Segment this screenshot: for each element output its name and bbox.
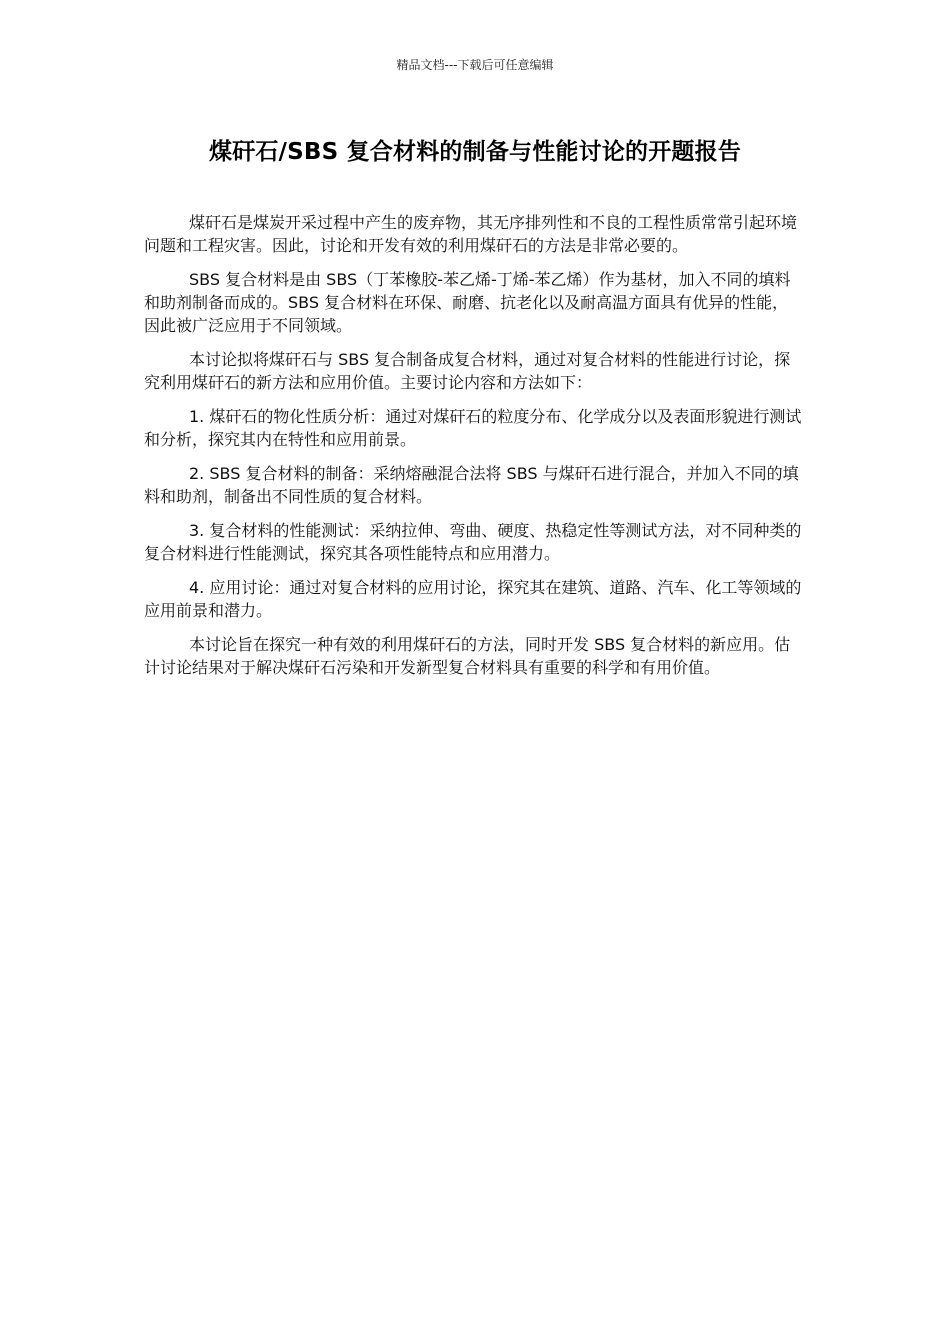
list-item-4: 4. 应用讨论：通过对复合材料的应用讨论，探究其在建筑、道路、汽车、化工等领域的应用前景和潜力。 (144, 578, 802, 620)
paragraph-conclusion: 本讨论旨在探究一种有效的利用煤矸石的方法，同时开发 SBS 复合材料的新应用。估计讨论结果对于解决煤矸石污染和开发新型复合材料具有重要的科学和有用价值。 (144, 635, 791, 677)
document-body (144, 211, 804, 690)
document-title: 煤矸石/SBS 复合材料的制备与性能讨论的开题报告 (208, 139, 742, 165)
page-header: 精品文档---下载后可任意编辑 (396, 58, 554, 72)
paragraph-intro: 煤矸石是煤炭开采过程中产生的废弃物，其无序排列性和不良的工程性质常常引起环境问题和工程灾害。因此，讨论和开发有效的利用煤矸石的方法是非常必要的。 (144, 213, 798, 255)
paragraph-sbs: SBS 复合材料是由 SBS（丁苯橡胶-苯乙烯-丁烯-苯乙烯）作为基材，加入不同的填料和助剂制备而成的。SBS 复合材料在环保、耐磨、抗老化以及耐高温方面具有优异的性能，因此被广泛应用于不同领域。 (144, 270, 791, 335)
list-item-1: 1. 煤矸石的物化性质分析：通过对煤矸石的粒度分布、化学成分以及表面形貌进行测试和分析，探究其内在特性和应用前景。 (144, 407, 802, 449)
paragraph-plan: 本讨论拟将煤矸石与 SBS 复合制备成复合材料，通过对复合材料的性能进行讨论，探究利用煤矸石的新方法和应用价值。主要讨论内容和方法如下： (144, 350, 791, 392)
list-item-3: 3. 复合材料的性能测试：采纳拉伸、弯曲、硬度、热稳定性等测试方法，对不同种类的复合材料进行性能测试，探究其各项性能特点和应用潜力。 (144, 521, 802, 563)
list-item-2: 2. SBS 复合材料的制备：采纳熔融混合法将 SBS 与煤矸石进行混合，并加入不同的填料和助剂，制备出不同性质的复合材料。 (144, 464, 799, 506)
